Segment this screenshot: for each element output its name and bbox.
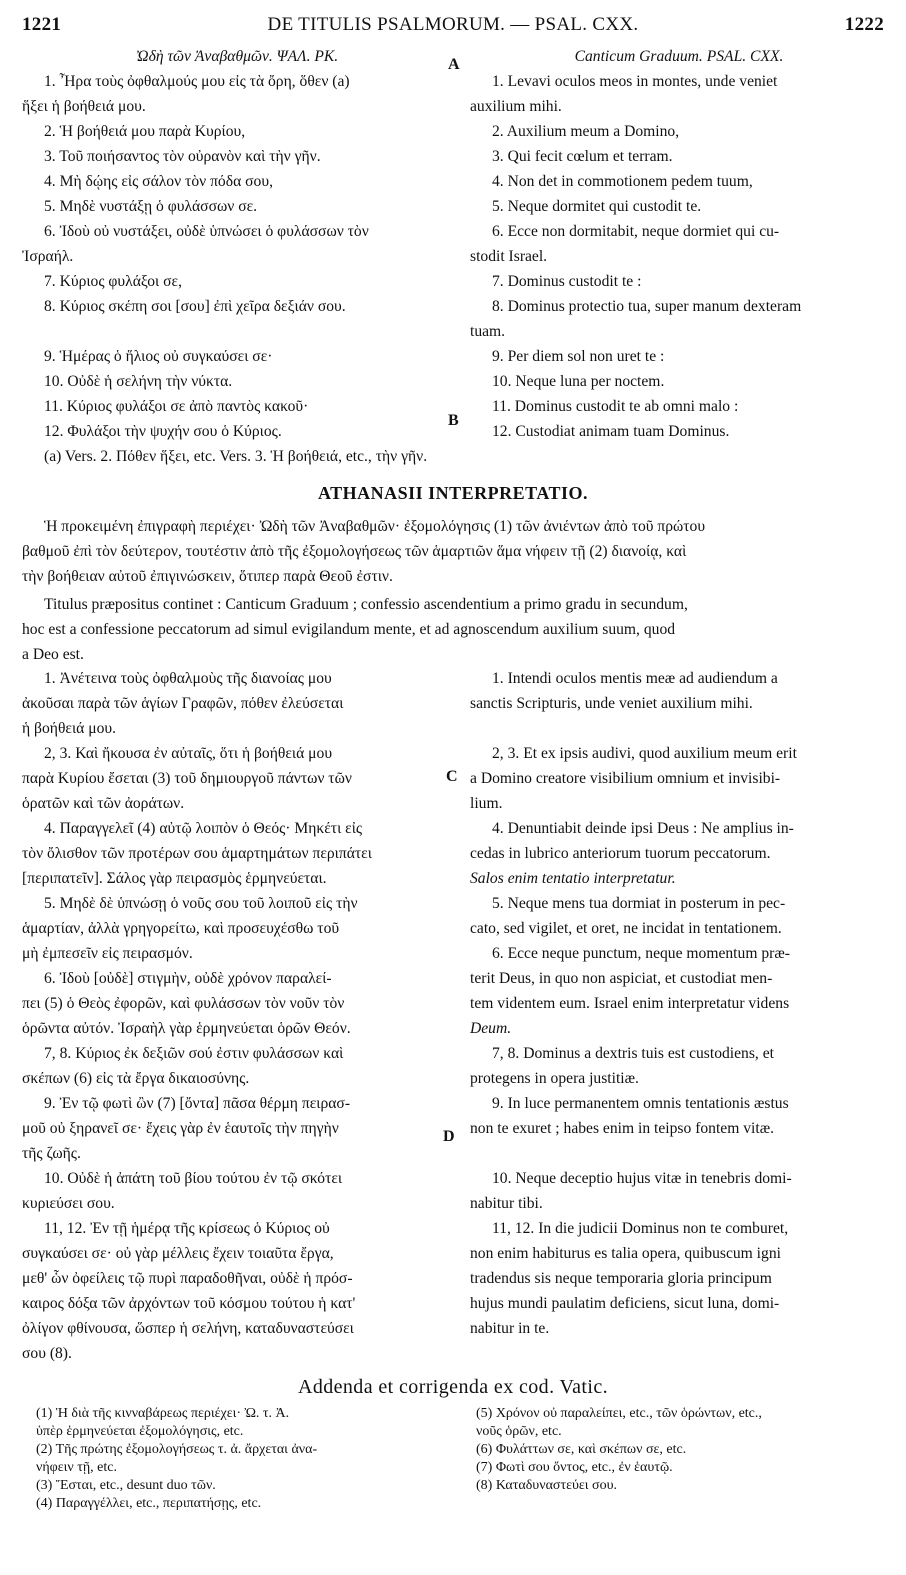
psalm-latin-line: 1. Levavi oculos meos in montes, unde veniet: [492, 73, 778, 90]
psalm-greek-line: 11. Κύριος φυλάξοι σε ἀπὸ παντὸς κακοῦ·: [44, 398, 309, 415]
interp-latin-line: non enim habiturus es talia opera, quibuscum igni: [470, 1245, 781, 1262]
psalm-latin-line: 6. Ecce non dormitabit, neque dormiet qui cu-: [492, 223, 780, 240]
interp-latin-line: terit Deus, in quo non aspiciat, et custodiat men-: [470, 970, 773, 987]
addenda-note: (5) Χρόνον οὐ παραλείπει, etc., τῶν ὁρώντων, etc.,: [476, 1406, 762, 1421]
psalm-greek-line: 10. Οὐδὲ ἡ σελήνη τὴν νύκτα.: [44, 373, 233, 390]
interp-latin-line: 4. Denuntiabit deinde ipsi Deus : Ne amplius in-: [492, 820, 794, 837]
intro-greek-line: Ἡ προκειμένη ἐπιγραφὴ περιέχει· Ὠδὴ τῶν Ἀναβαθμῶν· ἐξομολόγησις (1) τῶν ἀνιέντων ἀπὸ τοῦ πρώτου: [44, 518, 706, 535]
addenda-note: νοῦς ὁρῶν, etc.: [476, 1424, 562, 1439]
interp-latin-line: 2, 3. Et ex ipsis audivi, quod auxilium meum erit: [492, 745, 797, 762]
addenda-note: (3) Ἔσται, etc., desunt duo τῶν.: [36, 1478, 216, 1493]
interp-greek-line: τῆς ζωῆς.: [22, 1145, 81, 1162]
interp-greek-line: παρὰ Κυρίου ἔσεται (3) τοῦ δημιουργοῦ πάντων τῶν: [22, 770, 352, 787]
margin-marker-b: B: [448, 412, 459, 429]
interp-greek-line: ἀκοῦσαι παρὰ τῶν ἁγίων Γραφῶν, πόθεν ἐλεύσεται: [22, 695, 344, 712]
psalm-latin-line: tuam.: [470, 323, 506, 340]
interp-latin-line: 9. In luce permanentem omnis tentationis æstus: [492, 1095, 789, 1112]
interp-latin-line: 11, 12. In die judicii Dominus non te comburet,: [492, 1220, 789, 1237]
interp-greek-line: ὁρατῶν καὶ τῶν ἀοράτων.: [22, 795, 185, 812]
intro-latin: [22, 592, 886, 667]
interp-latin-line: cato, sed vigilet, et oret, ne incidat in tentationem.: [470, 920, 782, 937]
addenda-left: [36, 1405, 456, 1513]
interp-latin-line: [470, 1141, 888, 1166]
psalm-latin-line: 2. Auxilium meum a Domino,: [492, 123, 680, 140]
intro-latin-line: Titulus præpositus continet : Canticum Graduum ; confessio ascendentium a primo gradu in secundum,: [44, 596, 688, 613]
interp-greek-line: 11, 12. Ἐν τῇ ἡμέρᾳ τῆς κρίσεως ὁ Κύριος οὐ: [44, 1220, 330, 1237]
psalm-greek-line: Ἰσραήλ.: [22, 248, 74, 265]
addenda-note: (6) Φυλάττων σε, καὶ σκέπων σε, etc.: [476, 1442, 687, 1457]
interp-latin-column: [470, 666, 888, 1341]
interp-latin-line: non te exuret ; habes enim in teipso fontem vitæ.: [470, 1120, 775, 1137]
interp-greek-line: 7, 8. Κύριος ἐκ δεξιῶν σού ἐστιν φυλάσσων καὶ: [44, 1045, 344, 1062]
intro-latin-line: hoc est a confessione peccatorum ad simul evigilandum mente, et ad agnoscendum auxilium suum, quod: [22, 621, 676, 638]
column-number-left: 1221: [22, 14, 62, 35]
addenda-note: (8) Καταδυναστεύει σου.: [476, 1478, 618, 1493]
psalm-latin-line: 12. Custodiat animam tuam Dominus.: [492, 423, 730, 440]
interp-greek-line: τὸν ὄλισθον τῶν προτέρων σου ἁμαρτημάτων περιπάτει: [22, 845, 372, 862]
column-number-right: 1222: [844, 14, 884, 35]
interp-latin-line: sanctis Scripturis, unde veniet auxilium mihi.: [470, 695, 753, 712]
psalm-greek-line: 3. Τοῦ ποιήσαντος τὸν οὐρανὸν καὶ τὴν γῆν.: [44, 148, 321, 165]
interp-latin-line: hujus mundi paulatim deficiens, sicut luna, domi-: [470, 1295, 780, 1312]
interp-greek-line: 2, 3. Καὶ ἤκουσα ἐν αὐταῖς, ὅτι ἡ βοήθειά μου: [44, 745, 333, 762]
intro-greek: [22, 514, 886, 589]
footnote-a-text: (a) Vers. 2. Πόθεν ἥξει, etc. Vers. 3. Ἡ βοήθειά, etc., τὴν γῆν.: [44, 448, 428, 465]
psalm-greek-line: 2. Ἡ βοήθειά μου παρὰ Κυρίου,: [44, 123, 246, 140]
interp-greek-line: 10. Οὐδὲ ἡ ἀπάτη τοῦ βίου τούτου ἐν τῷ σκότει: [44, 1170, 343, 1187]
interp-latin-line: 1. Intendi oculos mentis meæ ad audiendum a: [492, 670, 778, 687]
interp-greek-column: [22, 666, 452, 1366]
interp-greek-line: κυριεύσει σου.: [22, 1195, 115, 1212]
intro-greek-line: βαθμοῦ ἐπὶ τὸν δεύτερον, τουτέστιν ἀπὸ τῆς ἐξομολογήσεως τῶν ἁμαρτιῶν ἅμα νήφειν τῇ (2) διανοίᾳ, καὶ: [22, 543, 687, 560]
interp-greek-line: ὁρῶντα αὐτόν. Ἰσραὴλ γὰρ ἑρμηνεύεται ὁρῶν Θεόν.: [22, 1020, 351, 1037]
addenda-note: (4) Παραγγέλλει, etc., περιπατήσῃς, etc.: [36, 1496, 262, 1511]
interp-greek-line: ἡ βοήθειά μου.: [22, 720, 116, 737]
footnote-a: [22, 444, 886, 469]
psalm-latin-line: 7. Dominus custodit te :: [492, 273, 642, 290]
interp-latin-line: Deum.: [470, 1020, 512, 1037]
interp-greek-line: πει (5) ὁ Θεὸς ἐφορῶν, καὶ φυλάσσων τὸν νοῦν τὸν: [22, 995, 345, 1012]
interp-greek-line: ἁμαρτίαν, ἀλλὰ γρηγορείτω, καὶ προσευχέσθω τοῦ: [22, 920, 340, 937]
addenda-note: (2) Τῆς πρώτης ἐξομολογήσεως τ. ἀ. ἄρχεται ἀνα-: [36, 1442, 318, 1457]
interp-latin-line: 6. Ecce neque punctum, neque momentum præ-: [492, 945, 790, 962]
psalm-latin-line: 4. Non det in commotionem pedem tuum,: [492, 173, 753, 190]
interp-greek-line: 5. Μηδὲ δὲ ὑπνώσῃ ὁ νοῦς σου τοῦ λοιποῦ εἰς τὴν: [44, 895, 358, 912]
interp-latin-line: tem videntem eum. Israel enim interpretatur videns: [470, 995, 790, 1012]
psalm-latin-line: stodit Israel.: [470, 248, 548, 265]
psalm-latin-line: 5. Neque dormitet qui custodit te.: [492, 198, 702, 215]
psalm-latin-line: 10. Neque luna per noctem.: [492, 373, 665, 390]
interp-latin-line: lium.: [470, 795, 503, 812]
interp-greek-line: [περιπατεῖν]. Σάλος γὰρ πειρασμὸς ἑρμηνεύεται.: [22, 870, 327, 887]
psalm-latin-column: [470, 44, 888, 444]
psalm-greek-line: 5. Μηδὲ νυστάξῃ ὁ φυλάσσων σε.: [44, 198, 258, 215]
interp-latin-line: cedas in lubrico anteriorum tuorum peccatorum.: [470, 845, 771, 862]
interp-latin-line: a Domino creatore visibilium omnium et invisibi-: [470, 770, 781, 787]
interp-latin-line: [470, 716, 888, 741]
intro-greek-line: τὴν βοήθειαν αὐτοῦ ἐπιγινώσκειν, ὅτιπερ παρὰ Θεοῦ ἐστιν.: [22, 568, 393, 585]
section-title: ATHANASII INTERPRETATIO.: [317, 483, 589, 503]
psalm-greek-line: 12. Φυλάξοι τὴν ψυχήν σου ὁ Κύριος.: [44, 423, 282, 440]
intro-latin-line: a Deo est.: [22, 646, 84, 663]
psalm-latin-line: 8. Dominus protectio tua, super manum dexteram: [492, 298, 802, 315]
interp-greek-line: μοῦ οὐ ξηρανεῖ σε· ἔχεις γὰρ ἐν ἑαυτοῖς τὴν πηγὴν: [22, 1120, 339, 1137]
margin-marker-c: C: [446, 768, 458, 785]
interp-latin-line: 7, 8. Dominus a dextris tuis est custodiens, et: [492, 1045, 774, 1062]
psalm-greek-line: 1. Ἦρα τοὺς ὀφθαλμούς μου εἰς τὰ ὄρη, ὅθεν (a): [44, 73, 350, 90]
interp-latin-line: tradendus sis neque temporaria gloria principum: [470, 1270, 772, 1287]
psalm-greek-line: 7. Κύριος φυλάξοι σε,: [44, 273, 182, 290]
interp-latin-line: nabitur in te.: [470, 1320, 550, 1337]
interp-greek-line: ὀλίγον φθίνουσα, ὥσπερ ἡ σελήνη, καταδυναστεύσει: [22, 1320, 354, 1337]
interp-latin-line: 10. Neque deceptio hujus vitæ in tenebris domi-: [492, 1170, 792, 1187]
interp-greek-line: σου (8).: [22, 1345, 72, 1362]
interp-latin-line: protegens in opera justitiæ.: [470, 1070, 639, 1087]
psalm-greek-line: 8. Κύριος σκέπη σοι [σου] ἐπὶ χεῖρα δεξιάν σου.: [44, 298, 346, 315]
psalm-latin-title: Canticum Graduum. PSAL. CXX.: [574, 48, 784, 65]
addenda-note: (1) Ἡ διὰ τῆς κινναβάρεως περιέχει· Ὠ. τ. Ἀ.: [36, 1406, 290, 1421]
interp-greek-line: 9. Ἐν τῷ φωτὶ ὢν (7) [ὄντα] πᾶσα θέρμη πειρασ-: [44, 1095, 351, 1112]
psalm-greek-line: 4. Μὴ δῴης εἰς σάλον τὸν πόδα σου,: [44, 173, 273, 190]
margin-marker-d: D: [443, 1128, 455, 1145]
psalm-greek-title: Ὠδὴ τῶν Ἀναβαθμῶν. ΨΑΛ. ΡΚ.: [135, 48, 339, 65]
interp-latin-line: nabitur tibi.: [470, 1195, 543, 1212]
addenda-note: νήφειν τῇ, etc.: [36, 1460, 117, 1475]
psalm-greek-line: 6. Ἰδοὺ οὐ νυστάξει, οὐδὲ ὑπνώσει ὁ φυλάσσων τὸν: [44, 223, 369, 240]
interp-greek-line: 4. Παραγγελεῖ (4) αὐτῷ λοιπὸν ὁ Θεός· Μηκέτι εἰς: [44, 820, 363, 837]
interp-greek-line: συγκαύσει σε· οὐ γὰρ μέλλεις ἔχειν τοιαῦτα ἔργα,: [22, 1245, 334, 1262]
interp-greek-line: 6. Ἰδοὺ [οὐδὲ] στιγμὴν, οὐδὲ χρόνον παραλεί-: [44, 970, 332, 987]
interp-greek-line: καιρος δόξα τῶν ἀρχόντων τοῦ κόσμου τούτου ἡ κατ': [22, 1295, 356, 1312]
running-title: DE TITULIS PSALMORUM. — PSAL. CXX.: [267, 14, 639, 35]
psalm-latin-line: 11. Dominus custodit te ab omni malo :: [492, 398, 739, 415]
interp-latin-line: Salos enim tentatio interpretatur.: [470, 870, 676, 887]
interp-greek-line: σκέπων (6) εἰς τὰ ἔργα δικαιοσύνης.: [22, 1070, 250, 1087]
addenda-right: [476, 1405, 886, 1495]
addenda-title: Addenda et corrigenda ex cod. Vatic.: [297, 1376, 609, 1398]
interp-greek-line: 1. Ἀνέτεινα τοὺς ὀφθαλμοὺς τῆς διανοίας μου: [44, 670, 332, 687]
psalm-greek-line: [22, 319, 452, 344]
addenda-note: (7) Φωτὶ σου ὄντος, etc., ἐν ἑαυτῷ.: [476, 1460, 673, 1475]
psalm-latin-line: 9. Per diem sol non uret te :: [492, 348, 665, 365]
psalm-greek-column: [22, 44, 452, 444]
interp-greek-line: μὴ ἐμπεσεῖν εἰς πειρασμόν.: [22, 945, 193, 962]
psalm-latin-line: 3. Qui fecit cœlum et terram.: [492, 148, 673, 165]
interp-latin-line: 5. Neque mens tua dormiat in posterum in pec-: [492, 895, 786, 912]
psalm-latin-line: auxilium mihi.: [470, 98, 562, 115]
running-header: [22, 14, 884, 40]
interp-greek-line: μεθ' ὧν ὀφείλεις τῷ πυρὶ παραδοθῆναι, οὐδὲ ἡ πρόσ-: [22, 1270, 353, 1287]
margin-marker-a: A: [448, 56, 460, 73]
psalm-greek-line: ἥξει ἡ βοήθειά μου.: [22, 98, 146, 115]
psalm-greek-line: 9. Ἡμέρας ὁ ἥλιος οὐ συγκαύσει σε·: [44, 348, 273, 365]
addenda-note: ὑπὲρ ἑρμηνεύεται ἐξομολόγησις, etc.: [36, 1424, 244, 1439]
